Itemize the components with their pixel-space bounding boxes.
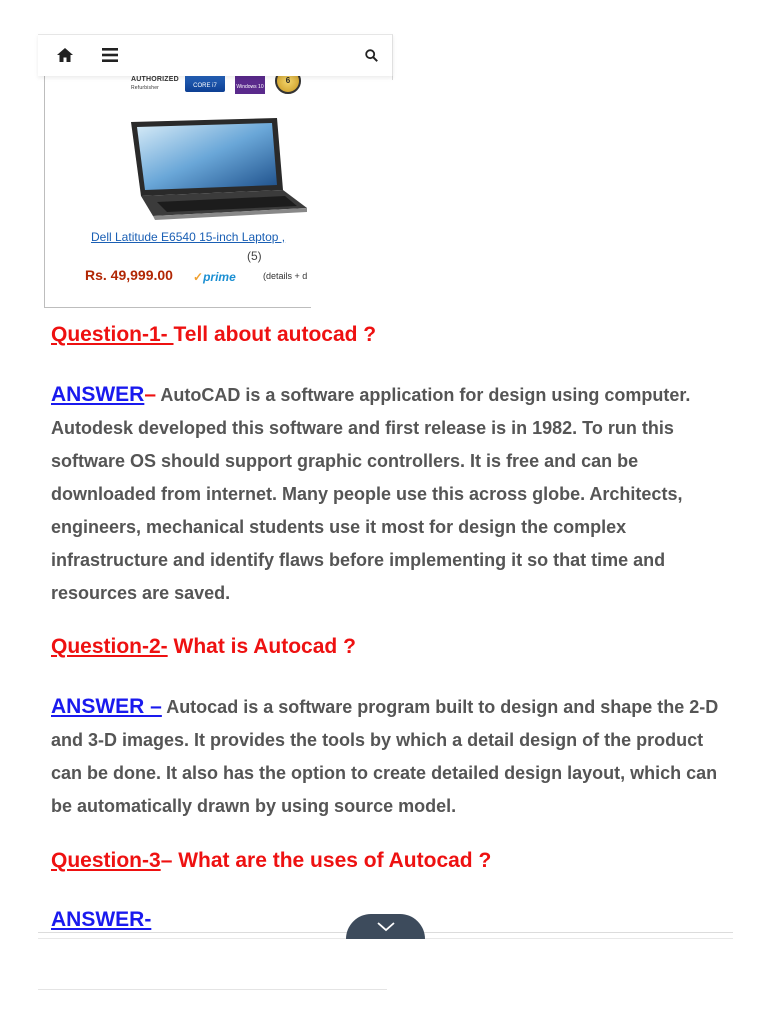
- chevron-down-icon: [377, 922, 395, 932]
- question-3-heading: Question-3– What are the uses of Autocad ?: [51, 849, 492, 872]
- bottom-overlay: [0, 939, 768, 1024]
- product-title-link[interactable]: Dell Latitude E6540 15-inch Laptop ,: [91, 230, 286, 244]
- details-link[interactable]: (details + d: [263, 271, 308, 281]
- warranty-seal-icon: 6: [275, 68, 301, 94]
- question-2-link[interactable]: Question-2-: [51, 635, 168, 658]
- intel-core-i7-badge: CORE i7: [185, 70, 225, 92]
- question-1-link[interactable]: Question-1-: [51, 323, 174, 346]
- search-icon[interactable]: [356, 35, 386, 75]
- question-2-heading: Question-2- What is Autocad ?: [51, 635, 356, 658]
- answer-1-paragraph: ANSWER– AutoCAD is a software application for design using computer. Autodesk developed this software and first release is in 1982. To run this software OS should support graphic controllers. It is free and can be downloaded from internet. Many people use this across globe. Architects, engineers, mechanical students use it most for design the complex infrastructure and identify flaws before implementing it so that time and resources are saved.: [51, 383, 691, 603]
- product-ad[interactable]: [44, 76, 311, 308]
- answer-1-link[interactable]: ANSWER: [51, 383, 145, 406]
- prime-badge: ✓prime: [193, 270, 236, 284]
- top-navbar: [38, 34, 393, 76]
- prime-check-icon: ✓: [193, 270, 204, 284]
- question-3-link[interactable]: Question-3: [51, 849, 161, 872]
- answer-3-link[interactable]: ANSWER-: [51, 908, 152, 931]
- windows-badge: Windows 10: [235, 72, 265, 94]
- home-icon[interactable]: [50, 35, 80, 75]
- laptop-product-image[interactable]: [127, 116, 311, 220]
- answer-2-paragraph: ANSWER – Autocad is a software program built to design and shape the 2-D and 3-D images. It provides the tools by which a detail design of the product can be done. It also has the option to create detailed design layout, which can be automatically drawn by using source model.: [51, 695, 719, 816]
- hamburger-menu-icon[interactable]: [95, 35, 125, 75]
- question-1-heading: Question-1- Tell about autocad ?: [51, 323, 377, 346]
- answer-2-link[interactable]: ANSWER –: [51, 695, 162, 718]
- footer-divider: [38, 989, 387, 990]
- scroll-down-button[interactable]: [346, 914, 425, 939]
- microsoft-authorized-badge: AUTHORIZED Refurbisher: [131, 76, 179, 91]
- product-price: Rs. 49,999.00: [85, 267, 173, 283]
- review-count[interactable]: (5): [247, 249, 262, 263]
